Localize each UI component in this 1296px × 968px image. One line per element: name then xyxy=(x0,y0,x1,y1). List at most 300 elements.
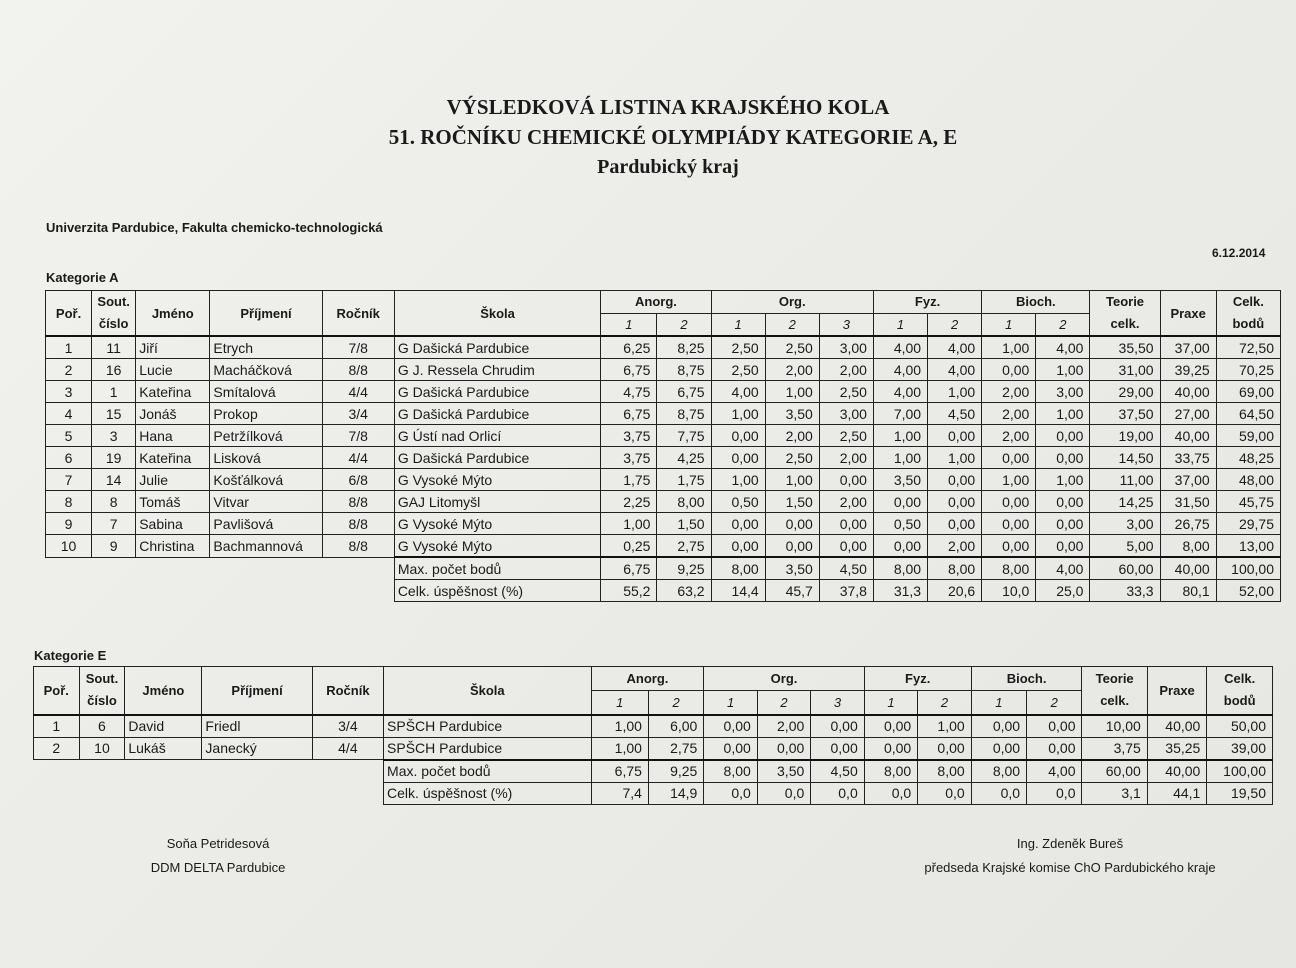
summary-label: Celk. úspěšnost (%) xyxy=(394,580,601,602)
table-row xyxy=(46,535,1281,558)
summary-blank xyxy=(34,760,384,783)
cell-jmeno: Sabina xyxy=(136,513,210,535)
cell-bioch1: 1,00 xyxy=(982,336,1036,359)
cell-teorie: 14,50 xyxy=(1090,447,1160,469)
header-por: Poř. xyxy=(34,667,80,715)
header-prijmeni: Příjmení xyxy=(210,291,322,337)
category-e-label: Kategorie E xyxy=(34,648,107,663)
cell-rocnik: 8/8 xyxy=(322,513,394,535)
cell-rocnik: 4/4 xyxy=(322,447,394,469)
cell-bioch2: 0,00 xyxy=(1027,737,1082,760)
header-row xyxy=(34,667,1273,691)
summary-fyz2: 8,00 xyxy=(928,557,982,580)
cell-celk: 13,00 xyxy=(1216,535,1280,558)
summary-fyz2: 0,0 xyxy=(918,782,971,804)
summary-label: Celk. úspěšnost (%) xyxy=(384,782,592,804)
summary-bioch2: 4,00 xyxy=(1027,760,1082,783)
cell-rocnik: 4/4 xyxy=(312,737,383,760)
summary-org3: 4,50 xyxy=(819,557,873,580)
cell-skola: G Dašická Pardubice xyxy=(394,336,601,359)
cell-por: 3 xyxy=(46,381,92,403)
summary-celk: 100,00 xyxy=(1216,557,1280,580)
signature-right-name: Ing. Zdeněk Bureš xyxy=(1016,836,1124,851)
cell-sout: 1 xyxy=(92,381,136,403)
subheader-n1: 1 xyxy=(864,691,917,715)
cell-bioch1: 0,00 xyxy=(982,535,1036,558)
header-prijmeni: Příjmení xyxy=(202,667,312,715)
cell-org2: 2,50 xyxy=(765,447,819,469)
cell-jmeno: Kateřina xyxy=(136,381,210,403)
table-row xyxy=(46,491,1281,513)
cell-sout: 16 xyxy=(92,359,136,381)
cell-org3: 3,00 xyxy=(819,403,873,425)
cell-celk: 48,25 xyxy=(1216,447,1280,469)
cell-rocnik: 3/4 xyxy=(322,403,394,425)
summary-fyz2: 20,6 xyxy=(928,580,982,602)
summary-anorg1: 55,2 xyxy=(601,580,657,602)
cell-anorg2: 8,25 xyxy=(657,336,711,359)
cell-celk: 59,00 xyxy=(1216,425,1280,447)
cell-org1: 0,00 xyxy=(711,513,765,535)
cell-celk: 64,50 xyxy=(1216,403,1280,425)
cell-celk: 69,00 xyxy=(1216,381,1280,403)
cell-sout: 14 xyxy=(92,469,136,491)
header-row xyxy=(46,291,1281,314)
cell-bioch2: 0,00 xyxy=(1027,715,1082,738)
cell-jmeno: Tomáš xyxy=(136,491,210,513)
category-a-table xyxy=(45,290,1281,602)
cell-org1: 2,50 xyxy=(711,359,765,381)
category-a-label: Kategorie A xyxy=(46,270,119,285)
header-anorg: Anorg. xyxy=(591,667,704,691)
cell-skola: G Vysoké Mýto xyxy=(394,535,601,558)
cell-sout: 6 xyxy=(79,715,125,738)
summary-blank xyxy=(34,782,384,804)
summary-org2: 0,0 xyxy=(757,782,810,804)
cell-celk: 70,25 xyxy=(1216,359,1280,381)
cell-teorie: 19,00 xyxy=(1090,425,1160,447)
summary-bioch1: 8,00 xyxy=(971,760,1026,783)
summary-bioch1: 10,0 xyxy=(982,580,1036,602)
cell-jmeno: David xyxy=(125,715,202,738)
header-bioch: Bioch. xyxy=(982,291,1090,314)
cell-por: 9 xyxy=(46,513,92,535)
header-sout-line2: číslo xyxy=(87,693,117,709)
header-teorie xyxy=(1090,291,1160,337)
cell-teorie: 11,00 xyxy=(1090,469,1160,491)
summary-org3: 0,0 xyxy=(811,782,864,804)
cell-teorie: 14,25 xyxy=(1090,491,1160,513)
cell-celk: 45,75 xyxy=(1216,491,1280,513)
cell-fyz2: 4,00 xyxy=(928,336,982,359)
cell-anorg2: 1,75 xyxy=(657,469,711,491)
cell-org3: 2,00 xyxy=(819,359,873,381)
cell-teorie: 3,75 xyxy=(1082,737,1147,760)
cell-anorg2: 8,75 xyxy=(657,403,711,425)
cell-fyz1: 0,00 xyxy=(873,491,927,513)
signature-left-org: DDM DELTA Pardubice xyxy=(150,860,286,875)
cell-prijmeni: Friedl xyxy=(202,715,312,738)
cell-fyz1: 1,00 xyxy=(873,425,927,447)
summary-praxe: 40,00 xyxy=(1147,760,1207,783)
cell-fyz2: 0,00 xyxy=(928,513,982,535)
cell-sout: 3 xyxy=(92,425,136,447)
cell-bioch1: 2,00 xyxy=(982,425,1036,447)
cell-por: 1 xyxy=(34,715,80,738)
cell-org2: 0,00 xyxy=(757,737,810,760)
table-row xyxy=(34,715,1273,738)
cell-praxe: 27,00 xyxy=(1160,403,1216,425)
table-row xyxy=(46,359,1281,381)
cell-praxe: 40,00 xyxy=(1160,381,1216,403)
summary-org2: 3,50 xyxy=(757,760,810,783)
cell-anorg2: 4,25 xyxy=(657,447,711,469)
cell-fyz2: 0,00 xyxy=(928,469,982,491)
document-title xyxy=(0,92,1296,182)
cell-prijmeni: Lisková xyxy=(210,447,322,469)
summary-row xyxy=(46,557,1281,580)
cell-org3: 2,50 xyxy=(819,425,873,447)
cell-org1: 1,00 xyxy=(711,403,765,425)
summary-celk: 19,50 xyxy=(1207,782,1273,804)
cell-fyz2: 0,00 xyxy=(928,425,982,447)
header-teorie-line2: celk. xyxy=(1100,693,1130,709)
cell-bioch1: 0,00 xyxy=(982,513,1036,535)
cell-skola: SPŠCH Pardubice xyxy=(384,715,592,738)
cell-anorg2: 8,75 xyxy=(657,359,711,381)
table-row xyxy=(46,513,1281,535)
cell-prijmeni: Macháčková xyxy=(210,359,322,381)
subheader-n1: 1 xyxy=(982,313,1036,336)
cell-bioch2: 1,00 xyxy=(1036,359,1090,381)
cell-praxe: 40,00 xyxy=(1160,425,1216,447)
cell-fyz1: 1,00 xyxy=(873,447,927,469)
subheader-n2: 2 xyxy=(657,313,711,336)
title-line-2: 51. ROČNÍKU CHEMICKÉ OLYMPIÁDY KATEGORIE A, E xyxy=(388,125,958,149)
cell-anorg2: 6,75 xyxy=(657,381,711,403)
cell-org2: 2,00 xyxy=(765,425,819,447)
cell-skola: G Ústí nad Orlicí xyxy=(394,425,601,447)
header-celk-line1: Celk. xyxy=(1224,671,1256,687)
summary-bioch1: 0,0 xyxy=(971,782,1026,804)
cell-sout: 8 xyxy=(92,491,136,513)
cell-anorg2: 2,75 xyxy=(648,737,703,760)
cell-prijmeni: Etrych xyxy=(210,336,322,359)
cell-prijmeni: Vitvar xyxy=(210,491,322,513)
cell-org2: 0,00 xyxy=(765,513,819,535)
header-celk-line2: bodů xyxy=(1232,316,1265,331)
cell-skola: G Dašická Pardubice xyxy=(394,447,601,469)
table-row xyxy=(34,737,1273,760)
cell-anorg1: 0,25 xyxy=(601,535,657,558)
cell-fyz1: 0,00 xyxy=(864,715,917,738)
cell-teorie: 35,50 xyxy=(1090,336,1160,359)
header-anorg: Anorg. xyxy=(601,291,711,314)
cell-sout: 9 xyxy=(92,535,136,558)
cell-prijmeni: Smítalová xyxy=(210,381,322,403)
table-row xyxy=(46,403,1281,425)
cell-org3: 3,00 xyxy=(819,336,873,359)
subheader-n3: 3 xyxy=(811,691,864,715)
cell-fyz2: 1,00 xyxy=(918,715,971,738)
subheader-n2: 2 xyxy=(1036,313,1090,336)
header-teorie xyxy=(1082,667,1147,715)
cell-org2: 2,00 xyxy=(765,359,819,381)
signature-right xyxy=(880,832,1260,880)
cell-bioch2: 0,00 xyxy=(1036,513,1090,535)
cell-org2: 1,00 xyxy=(765,469,819,491)
cell-org3: 0,00 xyxy=(819,469,873,491)
cell-por: 8 xyxy=(46,491,92,513)
cell-org1: 4,00 xyxy=(711,381,765,403)
cell-praxe: 33,75 xyxy=(1160,447,1216,469)
header-skola: Škola xyxy=(394,291,601,337)
summary-org1: 14,4 xyxy=(711,580,765,602)
signature-left-name: Soňa Petridesová xyxy=(166,836,270,851)
cell-anorg2: 2,75 xyxy=(657,535,711,558)
cell-sout: 19 xyxy=(92,447,136,469)
cell-org1: 2,50 xyxy=(711,336,765,359)
table-row xyxy=(46,447,1281,469)
cell-org3: 2,50 xyxy=(819,381,873,403)
table-row xyxy=(46,336,1281,359)
header-skola: Škola xyxy=(384,667,592,715)
summary-bioch2: 0,0 xyxy=(1027,782,1082,804)
header-praxe: Praxe xyxy=(1160,291,1216,337)
signature-right-role: předseda Krajské komise ChO Pardubického kraje xyxy=(924,860,1216,875)
subheader-n1: 1 xyxy=(971,691,1026,715)
cell-bioch2: 1,00 xyxy=(1036,469,1090,491)
cell-sout: 15 xyxy=(92,403,136,425)
cell-skola: GAJ Litomyšl xyxy=(394,491,601,513)
header-celk-line1: Celk. xyxy=(1232,294,1264,309)
cell-anorg1: 3,75 xyxy=(601,447,657,469)
cell-por: 2 xyxy=(34,737,80,760)
subheader-n1: 1 xyxy=(711,313,765,336)
summary-label: Max. počet bodů xyxy=(384,760,592,783)
table-row xyxy=(46,469,1281,491)
cell-celk: 29,75 xyxy=(1216,513,1280,535)
signature-left xyxy=(118,832,318,880)
cell-anorg2: 8,00 xyxy=(657,491,711,513)
summary-org1: 8,00 xyxy=(704,760,757,783)
subheader-n1: 1 xyxy=(601,313,657,336)
cell-bioch1: 0,00 xyxy=(982,491,1036,513)
cell-anorg2: 1,50 xyxy=(657,513,711,535)
cell-prijmeni: Pavlišová xyxy=(210,513,322,535)
cell-fyz1: 4,00 xyxy=(873,381,927,403)
cell-rocnik: 8/8 xyxy=(322,535,394,558)
cell-skola: G Dašická Pardubice xyxy=(394,381,601,403)
summary-row xyxy=(46,580,1281,602)
cell-fyz1: 7,00 xyxy=(873,403,927,425)
cell-por: 5 xyxy=(46,425,92,447)
header-teorie-line1: Teorie xyxy=(1105,294,1145,309)
cell-anorg1: 2,25 xyxy=(601,491,657,513)
cell-praxe: 35,25 xyxy=(1147,737,1207,760)
cell-jmeno: Jiří xyxy=(136,336,210,359)
header-praxe: Praxe xyxy=(1147,667,1207,715)
subheader-n2: 2 xyxy=(757,691,810,715)
cell-org2: 2,00 xyxy=(757,715,810,738)
cell-org2: 3,50 xyxy=(765,403,819,425)
summary-anorg2: 9,25 xyxy=(648,760,703,783)
cell-bioch1: 1,00 xyxy=(982,469,1036,491)
cell-praxe: 40,00 xyxy=(1147,715,1207,738)
cell-bioch2: 1,00 xyxy=(1036,403,1090,425)
header-celk xyxy=(1216,291,1280,337)
summary-anorg2: 9,25 xyxy=(657,557,711,580)
summary-teorie: 3,1 xyxy=(1082,782,1147,804)
summary-teorie: 60,00 xyxy=(1082,760,1147,783)
cell-celk: 39,00 xyxy=(1207,737,1273,760)
subheader-n2: 2 xyxy=(648,691,703,715)
cell-bioch1: 2,00 xyxy=(982,403,1036,425)
title-line-3: Pardubický kraj xyxy=(597,156,739,178)
cell-org2: 1,00 xyxy=(765,381,819,403)
subheader-n2: 2 xyxy=(918,691,971,715)
cell-celk: 50,00 xyxy=(1207,715,1273,738)
cell-org2: 0,00 xyxy=(765,535,819,558)
cell-teorie: 3,00 xyxy=(1090,513,1160,535)
institution: Univerzita Pardubice, Fakulta chemicko-technologická xyxy=(46,220,383,235)
cell-por: 10 xyxy=(46,535,92,558)
cell-bioch2: 0,00 xyxy=(1036,425,1090,447)
header-teorie-line1: Teorie xyxy=(1095,671,1134,687)
summary-org2: 45,7 xyxy=(765,580,819,602)
header-fyz: Fyz. xyxy=(873,291,981,314)
cell-prijmeni: Košťálková xyxy=(210,469,322,491)
cell-praxe: 8,00 xyxy=(1160,535,1216,558)
subheader-n3: 3 xyxy=(819,313,873,336)
header-sout xyxy=(79,667,125,715)
summary-fyz1: 31,3 xyxy=(873,580,927,602)
summary-org3: 4,50 xyxy=(811,760,864,783)
cell-rocnik: 8/8 xyxy=(322,359,394,381)
summary-teorie: 60,00 xyxy=(1090,557,1160,580)
cell-fyz2: 0,00 xyxy=(928,491,982,513)
cell-bioch1: 0,00 xyxy=(971,737,1026,760)
cell-rocnik: 3/4 xyxy=(312,715,383,738)
cell-jmeno: Lukáš xyxy=(125,737,202,760)
cell-praxe: 37,00 xyxy=(1160,469,1216,491)
cell-prijmeni: Janecký xyxy=(202,737,312,760)
summary-bioch2: 4,00 xyxy=(1036,557,1090,580)
cell-bioch1: 0,00 xyxy=(982,359,1036,381)
summary-fyz1: 8,00 xyxy=(873,557,927,580)
subheader-n1: 1 xyxy=(873,313,927,336)
header-jmeno: Jméno xyxy=(136,291,210,337)
cell-por: 1 xyxy=(46,336,92,359)
cell-jmeno: Lucie xyxy=(136,359,210,381)
summary-row xyxy=(34,782,1273,804)
summary-anorg1: 6,75 xyxy=(591,760,648,783)
cell-celk: 48,00 xyxy=(1216,469,1280,491)
cell-bioch2: 4,00 xyxy=(1036,336,1090,359)
cell-fyz1: 4,00 xyxy=(873,359,927,381)
cell-bioch2: 0,00 xyxy=(1036,447,1090,469)
summary-org3: 37,8 xyxy=(819,580,873,602)
cell-praxe: 37,00 xyxy=(1160,336,1216,359)
summary-fyz1: 0,0 xyxy=(864,782,917,804)
cell-jmeno: Hana xyxy=(136,425,210,447)
header-teorie-line2: celk. xyxy=(1110,316,1140,331)
header-celk-line2: bodů xyxy=(1223,693,1256,709)
summary-blank xyxy=(46,580,395,602)
cell-org3: 0,00 xyxy=(819,535,873,558)
summary-fyz2: 8,00 xyxy=(918,760,971,783)
cell-org2: 2,50 xyxy=(765,336,819,359)
date: 6.12.2014 xyxy=(1212,246,1266,260)
header-sout-line1: Sout. xyxy=(97,294,130,309)
cell-sout: 7 xyxy=(92,513,136,535)
cell-skola: G J. Ressela Chrudim xyxy=(394,359,601,381)
cell-praxe: 39,25 xyxy=(1160,359,1216,381)
cell-por: 2 xyxy=(46,359,92,381)
cell-org1: 0,00 xyxy=(711,447,765,469)
summary-fyz1: 8,00 xyxy=(864,760,917,783)
header-por: Poř. xyxy=(46,291,92,337)
cell-por: 7 xyxy=(46,469,92,491)
cell-teorie: 31,00 xyxy=(1090,359,1160,381)
header-bioch: Bioch. xyxy=(971,667,1082,691)
cell-bioch2: 3,00 xyxy=(1036,381,1090,403)
cell-org1: 0,50 xyxy=(711,491,765,513)
cell-skola: SPŠCH Pardubice xyxy=(384,737,592,760)
cell-skola: G Vysoké Mýto xyxy=(394,469,601,491)
cell-bioch2: 0,00 xyxy=(1036,535,1090,558)
category-e-table xyxy=(33,666,1273,805)
summary-org1: 0,0 xyxy=(704,782,757,804)
cell-org1: 0,00 xyxy=(704,715,757,738)
cell-anorg1: 6,75 xyxy=(601,403,657,425)
cell-anorg1: 1,00 xyxy=(601,513,657,535)
cell-prijmeni: Bachmannová xyxy=(210,535,322,558)
cell-teorie: 37,50 xyxy=(1090,403,1160,425)
summary-anorg1: 7,4 xyxy=(591,782,648,804)
cell-bioch1: 0,00 xyxy=(982,447,1036,469)
cell-anorg1: 3,75 xyxy=(601,425,657,447)
header-sout-line2: číslo xyxy=(98,316,129,331)
cell-teorie: 5,00 xyxy=(1090,535,1160,558)
header-sout xyxy=(92,291,136,337)
cell-skola: G Dašická Pardubice xyxy=(394,403,601,425)
summary-org1: 8,00 xyxy=(711,557,765,580)
cell-rocnik: 7/8 xyxy=(322,425,394,447)
cell-por: 4 xyxy=(46,403,92,425)
summary-celk: 100,00 xyxy=(1207,760,1273,783)
cell-fyz1: 0,00 xyxy=(873,535,927,558)
cell-bioch2: 0,00 xyxy=(1036,491,1090,513)
cell-praxe: 26,75 xyxy=(1160,513,1216,535)
cell-org3: 0,00 xyxy=(811,737,864,760)
header-org: Org. xyxy=(711,291,873,314)
cell-anorg2: 7,75 xyxy=(657,425,711,447)
summary-blank xyxy=(46,557,395,580)
summary-praxe: 44,1 xyxy=(1147,782,1207,804)
cell-jmeno: Julie xyxy=(136,469,210,491)
cell-teorie: 29,00 xyxy=(1090,381,1160,403)
cell-fyz2: 0,00 xyxy=(918,737,971,760)
cell-rocnik: 4/4 xyxy=(322,381,394,403)
cell-por: 6 xyxy=(46,447,92,469)
cell-sout: 10 xyxy=(79,737,125,760)
cell-org3: 2,00 xyxy=(819,491,873,513)
header-fyz: Fyz. xyxy=(864,667,971,691)
cell-anorg2: 6,00 xyxy=(648,715,703,738)
cell-org2: 1,50 xyxy=(765,491,819,513)
summary-anorg2: 14,9 xyxy=(648,782,703,804)
